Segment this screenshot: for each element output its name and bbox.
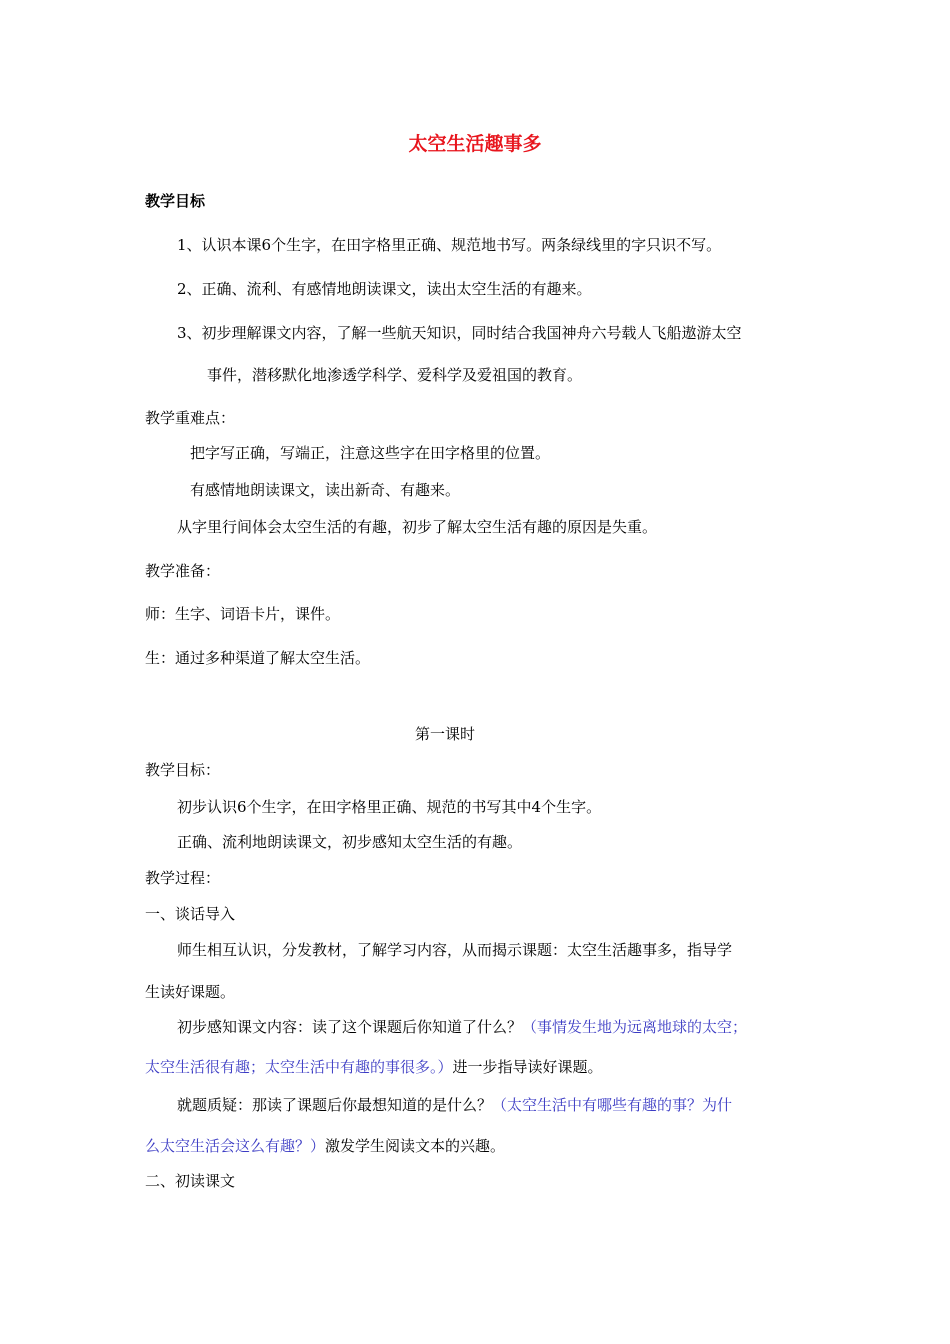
lesson-1-heading: 第一课时: [414, 725, 475, 743]
step-1-heading: 一、谈话导入: [145, 905, 236, 923]
step-2-heading: 二、初读课文: [145, 1172, 236, 1190]
step-1-paragraph-3-answer-part-1: （太空生活中有哪些有趣的事？为什: [492, 1096, 733, 1114]
step-1-paragraph-1-line-1: 师生相互认识，分发教材，了解学习内容，从而揭示课题：太空生活趣事多，指导学: [177, 941, 733, 959]
document-title: 太空生活趣事多: [408, 133, 542, 155]
key-point-3: 从字里行间体会太空生活的有趣，初步了解太空生活有趣的原因是失重。: [177, 518, 658, 536]
lesson-1-goal-2: 正确、流利地朗读课文，初步感知太空生活的有趣。: [177, 833, 523, 851]
step-1-paragraph-3-question: 就题质疑：那读了课题后你最想知道的是什么？: [177, 1096, 493, 1114]
lesson-1-goals-heading: 教学目标：: [145, 761, 221, 779]
step-1-paragraph-3-line-2: [145, 1136, 505, 1156]
preparation-heading: 教学准备：: [145, 562, 221, 580]
key-point-1: 把字写正确，写端正，注意这些字在田字格里的位置。: [190, 444, 551, 462]
goal-item-3-line-2: 事件，潜移默化地渗透学科学、爱科学及爱祖国的教育。: [207, 366, 583, 384]
key-points-heading: 教学重难点：: [145, 409, 236, 427]
step-1-paragraph-2-line-2: [145, 1057, 603, 1077]
goals-heading: 教学目标: [145, 192, 206, 210]
goal-item-1: 1、认识本课6个生字，在田字格里正确、规范地书写。两条绿线里的字只识不写。: [177, 236, 722, 254]
step-1-paragraph-2-line-1: [177, 1017, 747, 1037]
step-1-paragraph-2-followup: 进一步指导读好课题。: [452, 1058, 603, 1076]
step-1-paragraph-2-answer-part-2: 太空生活很有趣；太空生活中有趣的事很多。）: [145, 1058, 453, 1076]
preparation-student: 生：通过多种渠道了解太空生活。: [145, 649, 371, 667]
lesson-1-goal-1: 初步认识6个生字，在田字格里正确、规范的书写其中4个生字。: [177, 798, 602, 816]
goal-item-3-line-1: 3、初步理解课文内容，了解一些航天知识，同时结合我国神舟六号载人飞船遨游太空: [177, 324, 742, 342]
step-1-paragraph-2-answer-part-1: （事情发生地为远离地球的太空；: [522, 1018, 748, 1036]
step-1-paragraph-2-question: 初步感知课文内容：读了这个课题后你知道了什么？: [177, 1018, 523, 1036]
goal-item-2: 2、正确、流利、有感情地朗读课文，读出太空生活的有趣来。: [177, 280, 592, 298]
step-1-paragraph-3-line-1: [177, 1095, 732, 1115]
key-point-2: 有感情地朗读课文，读出新奇、有趣来。: [190, 481, 461, 499]
step-1-paragraph-3-answer-part-2: 么太空生活会这么有趣？）: [145, 1137, 326, 1155]
step-1-paragraph-1-line-2: 生读好课题。: [145, 983, 236, 1001]
preparation-teacher: 师：生字、词语卡片，课件。: [145, 605, 341, 623]
step-1-paragraph-3-followup: 激发学生阅读文本的兴趣。: [325, 1137, 506, 1155]
lesson-1-process-heading: 教学过程：: [145, 869, 221, 887]
